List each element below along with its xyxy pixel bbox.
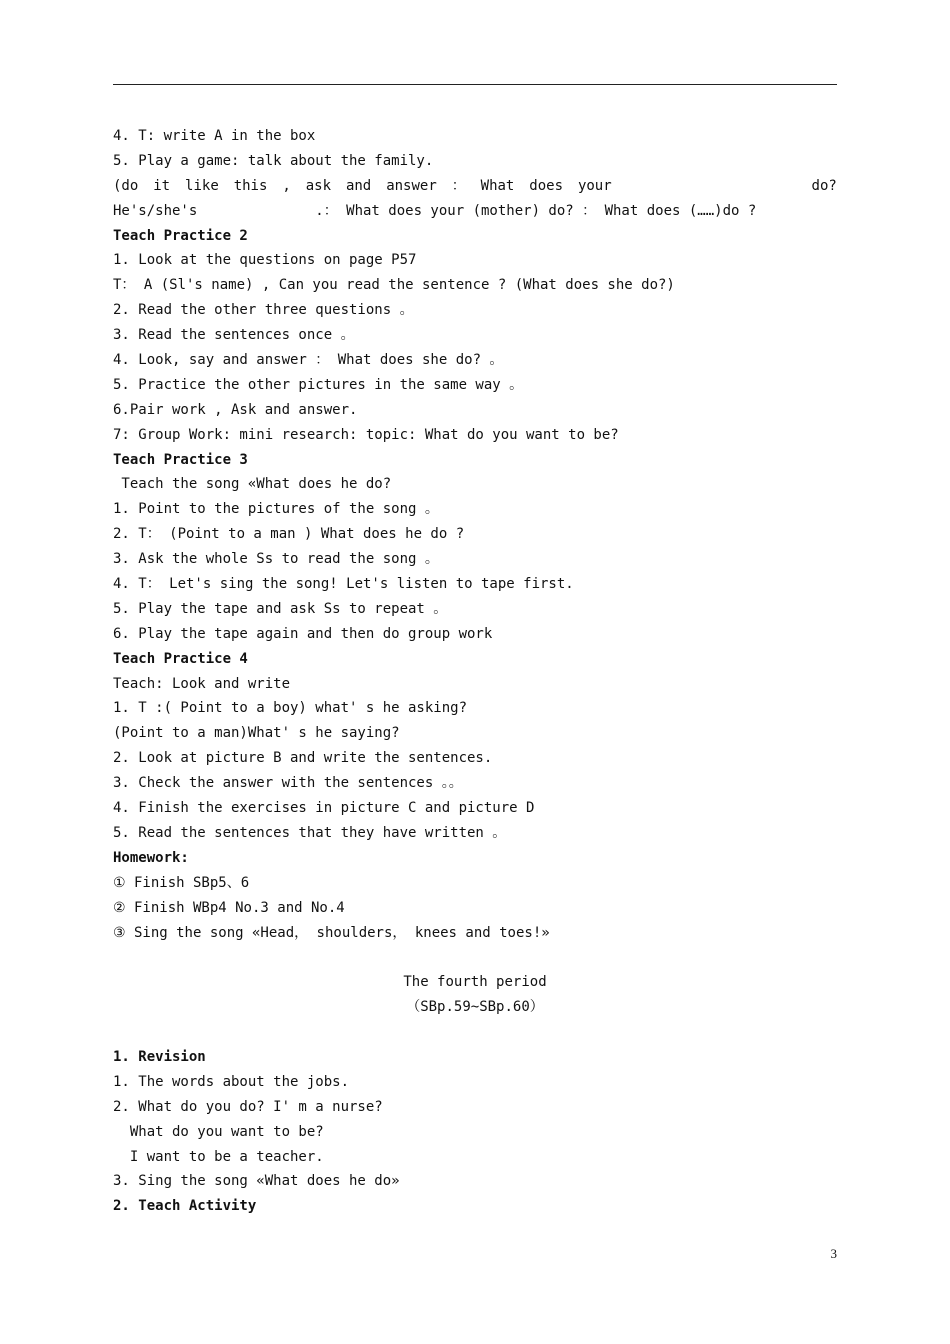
- word: answer: [386, 177, 437, 194]
- text-line: What do you want to be?: [113, 1123, 324, 1140]
- text-line: 1. Look at the questions on page P57: [113, 252, 417, 269]
- text-line: 5. Practice the other pictures in the same way 。: [113, 376, 524, 393]
- text-line: 3. Ask the whole Ss to read the song 。: [113, 551, 439, 568]
- text-line: 4. Look, say and answer ： What does she do? 。: [113, 352, 504, 369]
- spacer: [113, 1020, 837, 1045]
- text-line: 6.Pair work , Ask and answer.: [113, 401, 358, 418]
- word: ask: [305, 177, 332, 194]
- text-line: 5. Play a game: talk about the family.: [113, 152, 434, 169]
- text-line: I want to be a teacher.: [113, 1148, 324, 1165]
- text-line: ② Finish WBp4 No.3 and No.4: [113, 899, 345, 916]
- text-line: 3. Check the answer with the sentences 。。: [113, 775, 463, 792]
- justified-text-line: [113, 174, 837, 199]
- word-blank: [627, 174, 797, 199]
- text-line: 1. T :( Point to a boy) what' s he asking?: [113, 700, 468, 717]
- text-line: 1. Point to the pictures of the song 。: [113, 501, 439, 518]
- spacer: [113, 945, 837, 970]
- text-line: 4. T: write A in the box: [113, 128, 316, 144]
- section-heading: Homework:: [113, 849, 189, 866]
- word: does: [529, 177, 564, 194]
- period-pages: （SBp.59~SBp.60）: [406, 999, 544, 1016]
- word: do?: [811, 177, 837, 194]
- text-line: T： A (Sl's name) , Can you read the sentence ? (What does she do?): [113, 277, 675, 294]
- word: ：: [451, 177, 466, 194]
- text-line: Teach the song «What does he do?: [113, 476, 392, 493]
- text-line: ① Finish SBp5、6: [113, 874, 250, 891]
- text-line: 2. T： (Point to a man ) What does he do ?: [113, 526, 465, 543]
- text-line: 3. Read the sentences once 。: [113, 327, 355, 344]
- section-heading: Teach Practice 2: [113, 227, 248, 244]
- text-line: 3. Sing the song «What does he do»: [113, 1173, 400, 1190]
- text-line: He's/she's .： What does your (mother) do? ： What does (……)do ?: [113, 202, 757, 219]
- text-line: 6. Play the tape again and then do group work: [113, 625, 493, 642]
- text-line: Teach: Look and write: [113, 675, 291, 692]
- text-line: ③ Sing the song «Head， shoulders， knees and toes!»: [113, 924, 550, 941]
- text-line: 4. Finish the exercises in picture C and picture D: [113, 800, 535, 817]
- text-line: (Point to a man)What' s he saying?: [113, 725, 400, 742]
- text-line: 5. Play the tape and ask Ss to repeat 。: [113, 600, 448, 617]
- text-line: 1. The words about the jobs.: [113, 1073, 350, 1090]
- section-heading: 1. Revision: [113, 1048, 206, 1065]
- word: ,: [282, 177, 291, 194]
- text-line: 2. Look at picture B and write the sentences.: [113, 750, 493, 767]
- text-line: 5. Read the sentences that they have written 。: [113, 824, 507, 841]
- section-heading: Teach Practice 3: [113, 451, 248, 468]
- word: like: [185, 177, 219, 194]
- word: your: [577, 177, 612, 194]
- section-heading: 2. Teach Activity: [113, 1198, 257, 1215]
- text-line: 7: Group Work: mini research: topic: What do you want to be?: [113, 426, 619, 443]
- word: this: [233, 177, 268, 194]
- text-line: 4. T： Let's sing the song! Let's listen to tape first.: [113, 576, 574, 593]
- header-rule: [113, 84, 837, 85]
- word: (do: [113, 177, 139, 194]
- word: it: [153, 177, 171, 194]
- text-line: 2. Read the other three questions 。: [113, 302, 414, 319]
- word: and: [345, 177, 372, 194]
- word: What: [480, 177, 515, 194]
- document-body: [113, 124, 837, 1219]
- period-title: The fourth period: [403, 974, 547, 991]
- text-line: 2. What do you do? I' m a nurse?: [113, 1098, 383, 1115]
- page-number: 3: [830, 1246, 837, 1261]
- section-heading: Teach Practice 4: [113, 650, 248, 667]
